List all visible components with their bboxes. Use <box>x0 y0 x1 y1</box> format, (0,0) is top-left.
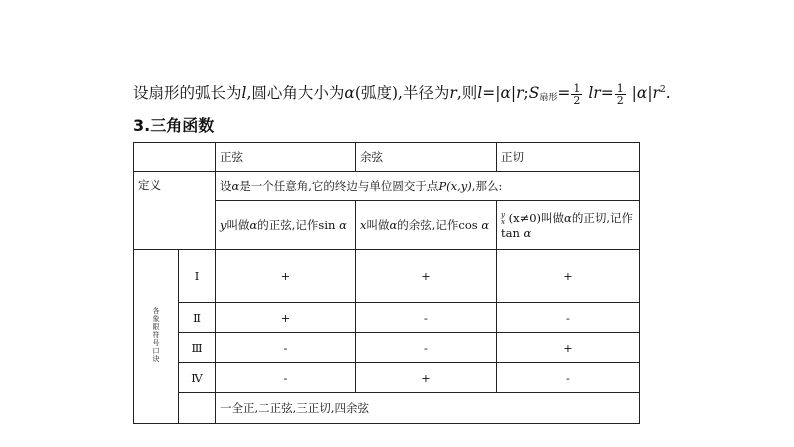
quadrant-row-4 <box>134 363 640 393</box>
mnemonic-text: 一全正,二正弦,三正切,四余弦 <box>216 393 640 424</box>
section-heading: 3.三角函数 <box>133 116 215 135</box>
cos-text-2: 的余弦,记作cos <box>397 218 482 232</box>
sin-sign: + <box>216 303 356 333</box>
tangent-definition <box>497 201 640 250</box>
cos-alpha-2: α <box>481 218 490 232</box>
tan-fraction-num: y <box>501 211 505 219</box>
formula-text-4: ,则 <box>456 84 478 103</box>
formula-arc-length: l=|α|r <box>477 84 524 103</box>
sector-formula <box>133 70 693 110</box>
header-sine: 正弦 <box>216 143 356 172</box>
def-alpha: α <box>231 179 240 193</box>
header-corner-cell <box>134 143 216 172</box>
tan-condition: (x≠0)叫做 <box>504 211 565 225</box>
formula-text-1: 设扇形的弧长为 <box>133 84 242 103</box>
sign-mnemonic-label: 各象限符号口诀 <box>152 307 160 363</box>
formula-var-alpha: α <box>344 84 355 103</box>
fraction-2-denominator: 2 <box>616 93 624 107</box>
formula-alpha-r: |α|r <box>626 84 660 103</box>
trig-function-table <box>133 142 640 424</box>
quadrant-row-1 <box>134 250 640 303</box>
quadrant-name: Ⅳ <box>179 363 216 393</box>
tan-alpha-2: α <box>523 226 532 240</box>
tan-text-3: tan <box>501 226 524 240</box>
sin-sign: - <box>216 363 356 393</box>
quadrant-row-3 <box>134 333 640 363</box>
cos-alpha: α <box>389 218 398 232</box>
tan-sign: + <box>497 333 640 363</box>
formula-period: . <box>665 84 671 103</box>
quadrant-name: Ⅰ <box>179 250 216 303</box>
formula-area-subscript: 扇形 <box>539 93 558 104</box>
formula-square: 2 <box>659 85 666 95</box>
formula-equals-1: = <box>557 84 571 103</box>
cos-var-x: x <box>360 218 367 232</box>
sin-alpha: α <box>249 218 258 232</box>
tan-fraction-den: x <box>501 218 505 226</box>
sin-sign: - <box>216 333 356 363</box>
header-cosine: 余弦 <box>356 143 497 172</box>
quadrant-row-2 <box>134 303 640 333</box>
fraction-1-denominator: 2 <box>573 93 581 107</box>
fraction-1-numerator: 1 <box>573 81 581 95</box>
sign-mnemonic-label-cell <box>134 250 179 424</box>
cosine-definition <box>356 201 497 250</box>
formula-lr: lr= <box>583 84 614 103</box>
mnemonic-row <box>134 393 640 424</box>
sin-text-1: 叫做 <box>226 218 250 232</box>
cos-sign: + <box>356 250 497 303</box>
formula-var-l: l <box>241 84 247 103</box>
header-tangent: 正切 <box>497 143 640 172</box>
quadrant-name: Ⅱ <box>179 303 216 333</box>
sin-alpha-2: α <box>339 218 347 232</box>
def-point: P(x,y) <box>438 179 472 193</box>
formula-var-r: r <box>449 84 457 103</box>
tan-alpha: α <box>564 211 572 225</box>
def-text-3: ,那么: <box>471 179 503 193</box>
definition-text <box>216 172 640 201</box>
formula-semicolon: ; <box>523 84 529 103</box>
tan-sign: + <box>497 250 640 303</box>
definition-label: 定义 <box>134 172 216 250</box>
def-text-1: 设 <box>220 179 232 193</box>
tan-sign: - <box>497 303 640 333</box>
formula-text-2: ,圆心角大小为 <box>246 84 345 103</box>
cos-sign: + <box>356 363 497 393</box>
formula-area-symbol: S <box>528 84 540 103</box>
cos-sign: - <box>356 303 497 333</box>
sin-sign: + <box>216 250 356 303</box>
formula-text-3: (弧度),半径为 <box>354 84 450 103</box>
sin-var-y: y <box>220 218 227 232</box>
quadrant-name: Ⅲ <box>179 333 216 363</box>
cos-sign: - <box>356 333 497 363</box>
definition-row <box>134 172 640 201</box>
tan-text-2: 的正切,记作 <box>571 211 633 225</box>
mnemonic-empty-cell <box>179 393 216 424</box>
header-row <box>134 143 640 172</box>
def-text-2: 是一个任意角,它的终边与单位圆交于点 <box>239 179 439 193</box>
sin-text-2: 的正弦,记作sin <box>257 218 340 232</box>
fraction-2-numerator: 1 <box>616 81 624 95</box>
tan-sign: - <box>497 363 640 393</box>
formula-fraction-2 <box>615 83 626 106</box>
sine-definition <box>216 201 356 250</box>
cos-text-1: 叫做 <box>366 218 390 232</box>
formula-fraction-1 <box>571 83 582 106</box>
